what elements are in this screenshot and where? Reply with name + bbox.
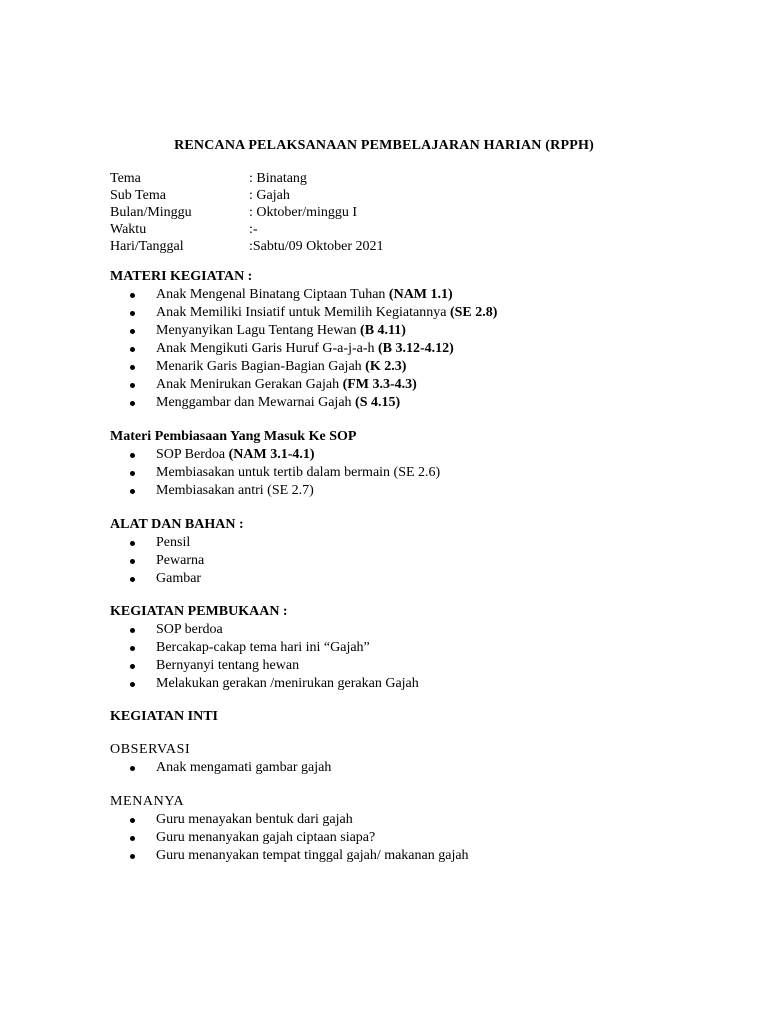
item-text: Menggambar dan Mewarnai Gajah: [156, 395, 356, 410]
item-text: Menyanyikan Lagu Tentang Hewan: [156, 323, 361, 338]
list-item: [110, 847, 469, 865]
bullet-icon: [130, 818, 135, 823]
list-item: [110, 811, 469, 829]
item-text: Anak Memiliki Insiatif untuk Memilih Kegiatannya: [156, 305, 450, 320]
list-item: [110, 621, 419, 639]
list-item: [110, 675, 419, 693]
section-kegiatan-inti: [110, 708, 218, 726]
info-label: Hari/Tanggal: [110, 239, 184, 254]
document-title: RENCANA PELAKSANAAN PEMBELAJARAN HARIAN (RPPH): [174, 138, 594, 153]
item-code: (NAM 1.1): [388, 287, 453, 302]
item-text: Guru menanyakan tempat tinggal gajah/ makanan gajah: [156, 848, 469, 863]
list-item: [110, 657, 419, 675]
info-row-sub-tema: [110, 187, 384, 204]
item-text: Menarik Garis Bagian-Bagian Gajah: [156, 359, 366, 374]
bullet-icon: [130, 766, 135, 771]
bullet-icon: [130, 854, 135, 859]
bullet-icon: [130, 682, 135, 687]
bullet-list: [110, 534, 244, 588]
list-item: [110, 482, 440, 500]
bullet-icon: [130, 541, 135, 546]
bullet-icon: [130, 489, 135, 494]
bullet-icon: [130, 836, 135, 841]
info-row-hari-tanggal: [110, 238, 384, 255]
section-heading: Materi Pembiasaan Yang Masuk Ke SOP: [110, 429, 357, 444]
item-code: (K 2.3): [365, 359, 407, 374]
item-code: (S 4.15): [355, 395, 401, 410]
list-item: [110, 759, 331, 777]
item-text: Guru menayakan bentuk dari gajah: [156, 812, 353, 827]
section-heading: MENANYA: [110, 794, 185, 809]
list-item: [110, 286, 497, 304]
item-text: Pewarna: [156, 553, 205, 568]
item-code: (NAM 3.1-4.1): [228, 447, 315, 462]
item-text: Guru menanyakan gajah ciptaan siapa?: [156, 830, 376, 845]
list-item: [110, 639, 419, 657]
bullet-list: [110, 286, 497, 412]
list-item: [110, 394, 497, 412]
bullet-list: [110, 446, 440, 500]
bullet-list: [110, 621, 419, 693]
item-text: Anak Mengikuti Garis Huruf G-a-j-a-h: [156, 341, 378, 356]
section-materi-kegiatan: [110, 268, 497, 412]
list-item: [110, 464, 440, 482]
list-item: [110, 552, 244, 570]
item-text: Membiasakan antri (SE 2.7): [156, 483, 314, 498]
section-heading: KEGIATAN INTI: [110, 709, 219, 724]
bullet-icon: [130, 559, 135, 564]
section-observasi: [110, 741, 331, 777]
bullet-icon: [130, 471, 135, 476]
list-item: [110, 376, 497, 394]
info-value: :-: [249, 222, 258, 237]
section-heading: OBSERVASI: [110, 742, 191, 757]
list-item: [110, 829, 469, 847]
section-materi-pembiasaan: [110, 428, 440, 500]
section-heading: KEGIATAN PEMBUKAAN :: [110, 604, 288, 619]
list-item: [110, 340, 497, 358]
item-text: Bernyanyi tentang hewan: [156, 658, 300, 673]
bullet-icon: [130, 401, 135, 406]
info-label: Bulan/Minggu: [110, 205, 192, 220]
bullet-list: [110, 811, 469, 865]
item-code: (B 3.12-4.12): [378, 341, 454, 356]
item-text: Anak Mengenal Binatang Ciptaan Tuhan: [156, 287, 389, 302]
item-code: (B 4.11): [360, 323, 406, 338]
item-text: Gambar: [156, 571, 202, 586]
item-text: Membiasakan untuk tertib dalam bermain (SE 2.6): [156, 465, 441, 480]
info-block: [110, 170, 384, 255]
bullet-icon: [130, 646, 135, 651]
item-code: (SE 2.8): [449, 305, 498, 320]
item-text: Anak Menirukan Gerakan Gajah: [156, 377, 343, 392]
bullet-icon: [130, 383, 135, 388]
section-kegiatan-pembukaan: [110, 603, 419, 693]
info-row-tema: [110, 170, 384, 187]
bullet-icon: [130, 453, 135, 458]
bullet-icon: [130, 628, 135, 633]
section-alat-bahan: [110, 516, 244, 588]
item-text: Pensil: [156, 535, 191, 550]
info-label: Tema: [110, 171, 141, 186]
info-label: Waktu: [110, 222, 147, 237]
bullet-icon: [130, 664, 135, 669]
item-text: SOP Berdoa: [156, 447, 229, 462]
bullet-list: [110, 759, 331, 777]
list-item: [110, 304, 497, 322]
bullet-icon: [130, 293, 135, 298]
info-row-waktu: [110, 221, 384, 238]
bullet-icon: [130, 329, 135, 334]
info-row-bulan-minggu: [110, 204, 384, 221]
section-heading: ALAT DAN BAHAN :: [110, 517, 244, 532]
bullet-icon: [130, 365, 135, 370]
list-item: [110, 570, 244, 588]
info-value: : Oktober/minggu I: [249, 205, 358, 220]
info-value: : Gajah: [249, 188, 290, 203]
list-item: [110, 446, 440, 464]
item-text: Anak mengamati gambar gajah: [156, 760, 332, 775]
item-text: Melakukan gerakan /menirukan gerakan Gajah: [156, 676, 419, 691]
list-item: [110, 322, 497, 340]
bullet-icon: [130, 347, 135, 352]
section-menanya: [110, 793, 469, 865]
bullet-icon: [130, 577, 135, 582]
item-text: Bercakap-cakap tema hari ini “Gajah”: [156, 640, 370, 655]
bullet-icon: [130, 311, 135, 316]
section-heading: MATERI KEGIATAN :: [110, 269, 253, 284]
info-label: Sub Tema: [110, 188, 166, 203]
item-text: SOP berdoa: [156, 622, 223, 637]
info-value: : Binatang: [249, 171, 307, 186]
list-item: [110, 534, 244, 552]
item-code: (FM 3.3-4.3): [342, 377, 417, 392]
info-value: :Sabtu/09 Oktober 2021: [249, 239, 384, 254]
list-item: [110, 358, 497, 376]
